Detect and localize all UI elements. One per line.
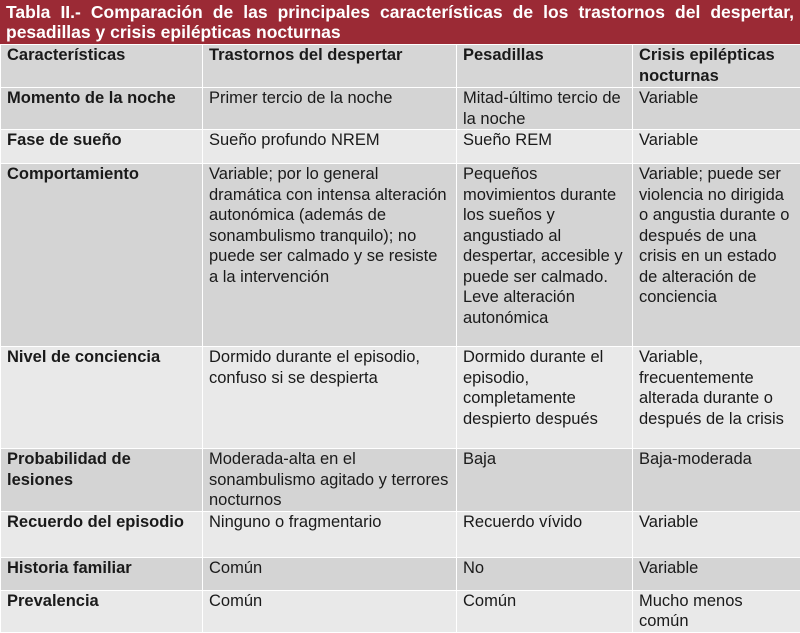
table-cell: Variable bbox=[633, 130, 800, 164]
column-header: Características bbox=[1, 45, 203, 88]
table-cell: Común bbox=[457, 590, 633, 632]
table-cell: No bbox=[457, 557, 633, 590]
table-row bbox=[1, 130, 800, 164]
comparison-table bbox=[0, 44, 800, 633]
row-label: Prevalencia bbox=[1, 590, 203, 632]
table-cell: Variable; por lo general dramática con intensa alteración autonómica (además de sonambulismo tranquilo); no puede ser calmado y se resiste a la intervención bbox=[203, 164, 457, 347]
table-cell: Variable bbox=[633, 511, 800, 557]
table-cell: Baja bbox=[457, 449, 633, 512]
row-label: Fase de sueño bbox=[1, 130, 203, 164]
table-row bbox=[1, 347, 800, 449]
table-row bbox=[1, 88, 800, 130]
table-cell: Variable, frecuentemente alterada durante o después de la crisis bbox=[633, 347, 800, 449]
table-row bbox=[1, 557, 800, 590]
row-label: Comportamiento bbox=[1, 164, 203, 347]
row-label: Momento de la noche bbox=[1, 88, 203, 130]
table-cell: Moderada-alta en el sonambulismo agitado y terrores nocturnos bbox=[203, 449, 457, 512]
column-header: Pesadillas bbox=[457, 45, 633, 88]
row-label: Probabilidad de lesiones bbox=[1, 449, 203, 512]
table-cell: Variable bbox=[633, 557, 800, 590]
table-cell: Sueño REM bbox=[457, 130, 633, 164]
table-cell: Mitad-último tercio de la noche bbox=[457, 88, 633, 130]
table-cell: Mucho menos común bbox=[633, 590, 800, 632]
table-title: Tabla II.- Comparación de las principales características de los trastornos del despertar, pesadillas y crisis epilépticas nocturnas bbox=[0, 0, 800, 44]
row-label: Nivel de conciencia bbox=[1, 347, 203, 449]
table-cell: Común bbox=[203, 557, 457, 590]
table-cell: Dormido durante el episodio, completamente despierto después bbox=[457, 347, 633, 449]
table-cell: Primer tercio de la noche bbox=[203, 88, 457, 130]
table-cell: Variable; puede ser violencia no dirigida o angustia durante o después de una crisis en un estado de alteración de conciencia bbox=[633, 164, 800, 347]
row-label: Historia familiar bbox=[1, 557, 203, 590]
table-cell: Recuerdo vívido bbox=[457, 511, 633, 557]
table-cell: Dormido durante el episodio, confuso si se despierta bbox=[203, 347, 457, 449]
table-row bbox=[1, 590, 800, 632]
column-header: Crisis epilépticas nocturnas bbox=[633, 45, 800, 88]
table-cell: Sueño profundo NREM bbox=[203, 130, 457, 164]
table-cell: Baja-moderada bbox=[633, 449, 800, 512]
table-row bbox=[1, 511, 800, 557]
table-row bbox=[1, 164, 800, 347]
table-cell: Común bbox=[203, 590, 457, 632]
table-cell: Ninguno o fragmentario bbox=[203, 511, 457, 557]
table-header-row bbox=[1, 45, 800, 88]
row-label: Recuerdo del episodio bbox=[1, 511, 203, 557]
table-cell: Pequeños movimientos durante los sueños y angustiado al despertar, accesible y puede ser calmado. Leve alteración autonómica bbox=[457, 164, 633, 347]
table-row bbox=[1, 449, 800, 512]
column-header: Trastornos del despertar bbox=[203, 45, 457, 88]
table-cell: Variable bbox=[633, 88, 800, 130]
